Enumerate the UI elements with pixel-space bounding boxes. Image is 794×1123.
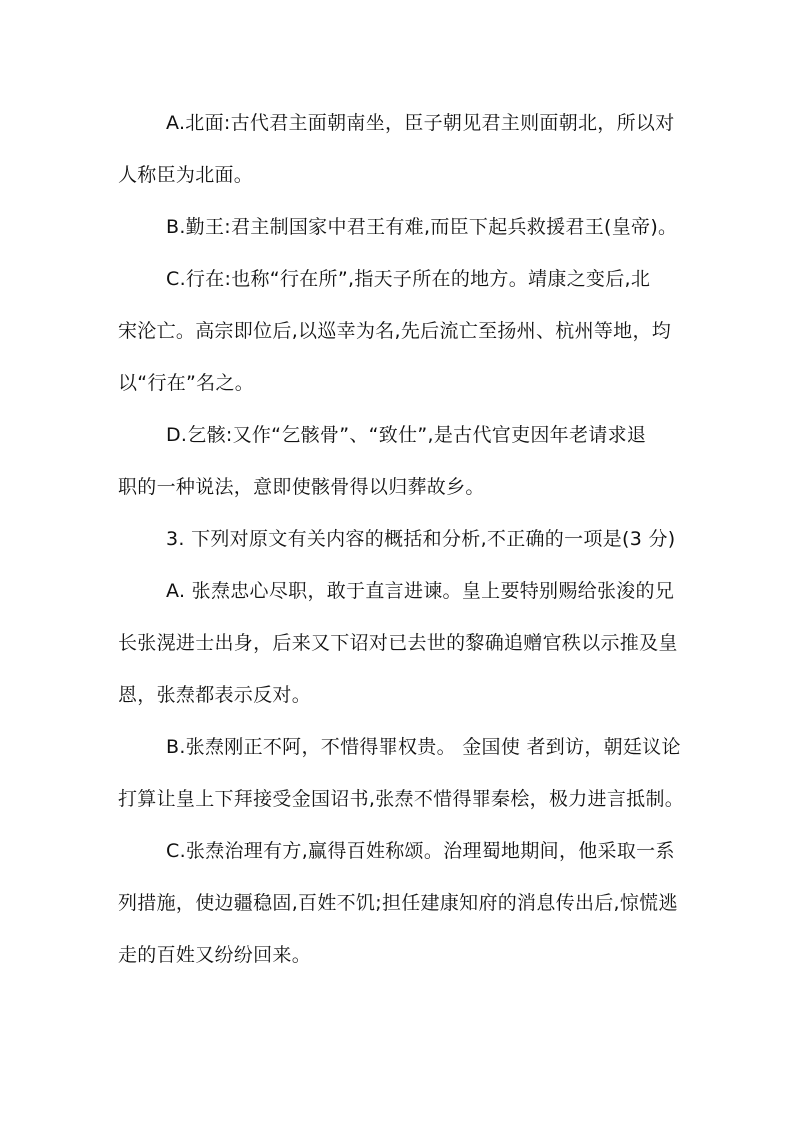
q3-option-c-line-2: 列措施，使边疆稳固,百姓不饥;担任建康知府的消息传出后,惊慌逃 [118,892,678,914]
option-d-qi-hai-line-1: D.乞骸:又作“乞骸骨”、“致仕”,是古代官吏因年老请求退 [166,424,647,446]
option-a-bei-mian-line-1: A.北面:古代君主面朝南坐，臣子朝见君主则面朝北，所以对 [166,112,675,134]
option-c-xing-zai-line-1: C.行在:也称“行在所”,指天子所在的地方。靖康之变后,北 [166,268,651,290]
q3-option-a-line-1: A. 张焘忠心尽职，敢于直言进谏。皇上要特别赐给张浚的兄 [166,580,675,602]
option-c-xing-zai-line-3: 以“行在”名之。 [118,372,255,394]
question-3-stem: 3. 下列对原文有关内容的概括和分析,不正确的一项是(3 分) [166,528,676,550]
q3-option-c-line-1: C.张焘治理有方,赢得百姓称颂。治理蜀地期间，他采取一系 [166,840,675,862]
option-b-qin-wang: B.勤王:君主制国家中君王有难,而臣下起兵救援君王(皇帝)。 [166,216,678,238]
option-c-xing-zai-line-2: 宋沦亡。高宗即位后,以巡幸为名,先后流亡至扬州、杭州等地，均 [118,320,672,342]
q3-option-b-line-1: B.张焘刚正不阿，不惜得罪权贵。 金国使 者到访，朝廷议论 [166,736,681,758]
q3-option-c-line-3: 走的百姓又纷纷回来。 [118,944,312,966]
q3-option-a-line-2: 长张滉进士出身，后来又下诏对已去世的黎确追赠官秩以示推及皇 [118,632,678,654]
q3-option-a-line-3: 恩，张焘都表示反对。 [118,684,312,706]
option-a-bei-mian-line-2: 人称臣为北面。 [118,164,254,186]
q3-option-b-line-2: 打算让皇上下拜接受金国诏书,张焘不惜得罪秦桧，极力进言抵制。 [118,788,685,810]
option-d-qi-hai-line-2: 职的一种说法，意即使骸骨得以归葬故乡。 [118,476,485,498]
